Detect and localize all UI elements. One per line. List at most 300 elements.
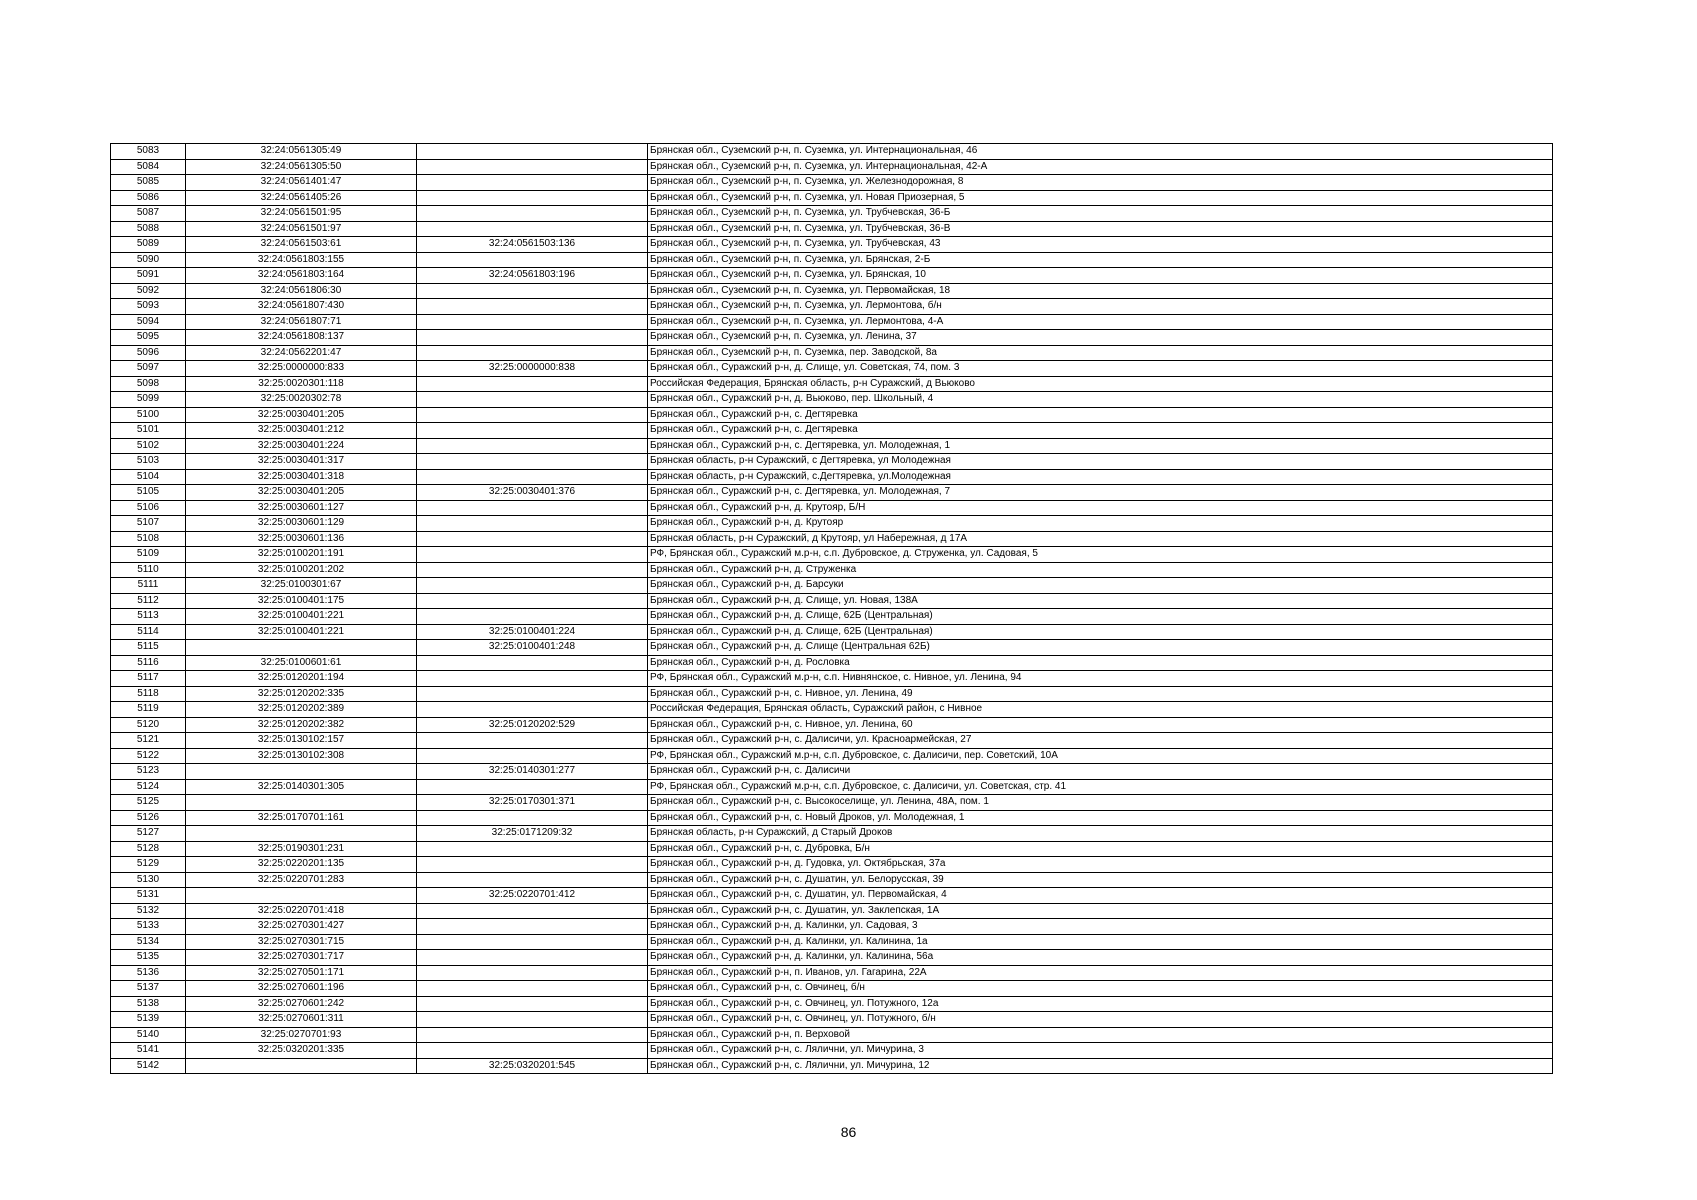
object-cadastral-number-cell — [417, 1043, 648, 1059]
address-cell: Брянская обл., Суражский р-н, с. Душатин, ул. Белорусская, 39 — [648, 872, 1553, 888]
address-cell: Брянская обл., Суражский р-н, п. Верховой — [648, 1027, 1553, 1043]
table-row — [111, 159, 1553, 175]
row-number-cell: 5135 — [111, 950, 186, 966]
table-row — [111, 733, 1553, 749]
cadastral-number-cell — [186, 764, 417, 780]
address-cell: Брянская обл., Суражский р-н, с. Овчинец, ул. Потужного, б/н — [648, 1012, 1553, 1028]
object-cadastral-number-cell: 32:25:0120202:529 — [417, 717, 648, 733]
table-row — [111, 1012, 1553, 1028]
address-cell: Брянская обл., Суражский р-н, д. Слище (Центральная 62Б) — [648, 640, 1553, 656]
address-cell: Брянская обл., Суражский р-н, с. Душатин, ул. Заклепская, 1А — [648, 903, 1553, 919]
address-cell: Брянская обл., Суражский р-н, д. Слище, 62Б (Центральная) — [648, 609, 1553, 625]
cadastral-number-cell: 32:25:0100401:221 — [186, 624, 417, 640]
table-row — [111, 702, 1553, 718]
row-number-cell: 5118 — [111, 686, 186, 702]
row-number-cell: 5091 — [111, 268, 186, 284]
table-row — [111, 516, 1553, 532]
object-cadastral-number-cell — [417, 516, 648, 532]
address-cell: Брянская обл., Суражский р-н, с. Лялични, ул. Мичурина, 3 — [648, 1043, 1553, 1059]
cadastral-number-cell: 32:24:0561503:61 — [186, 237, 417, 253]
object-cadastral-number-cell: 32:25:0100401:248 — [417, 640, 648, 656]
object-cadastral-number-cell — [417, 578, 648, 594]
table-row — [111, 531, 1553, 547]
cadastral-number-cell: 32:25:0220201:135 — [186, 857, 417, 873]
cadastral-number-cell: 32:25:0190301:231 — [186, 841, 417, 857]
cadastral-number-cell: 32:25:0130102:157 — [186, 733, 417, 749]
object-cadastral-number-cell — [417, 996, 648, 1012]
cadastral-number-cell: 32:25:0140301:305 — [186, 779, 417, 795]
table-row — [111, 407, 1553, 423]
cadastral-number-cell: 32:25:0100401:221 — [186, 609, 417, 625]
address-cell: Брянская обл., Суземский р-н, п. Суземка, пер. Заводской, 8а — [648, 345, 1553, 361]
row-number-cell: 5119 — [111, 702, 186, 718]
cadastral-number-cell — [186, 888, 417, 904]
address-cell: Брянская обл., Суражский р-н, с. Высокоселище, ул. Ленина, 48А, пом. 1 — [648, 795, 1553, 811]
table-row — [111, 950, 1553, 966]
cadastral-number-cell: 32:25:0270501:171 — [186, 965, 417, 981]
page-number: 86 — [840, 1124, 857, 1140]
object-cadastral-number-cell — [417, 841, 648, 857]
table-row — [111, 903, 1553, 919]
table-row — [111, 562, 1553, 578]
address-cell: Брянская обл., Суземский р-н, п. Суземка, ул. Трубчевская, 36-Б — [648, 206, 1553, 222]
table-row — [111, 1043, 1553, 1059]
table-row — [111, 888, 1553, 904]
row-number-cell: 5128 — [111, 841, 186, 857]
object-cadastral-number-cell — [417, 469, 648, 485]
row-number-cell: 5113 — [111, 609, 186, 625]
row-number-cell: 5084 — [111, 159, 186, 175]
address-cell: Брянская обл., Суражский р-н, д. Калинки, ул. Калинина, 56а — [648, 950, 1553, 966]
cadastral-number-cell: 32:24:0561405:26 — [186, 190, 417, 206]
table-row — [111, 392, 1553, 408]
table-row — [111, 857, 1553, 873]
address-cell: Российская Федерация, Брянская область, Суражский район, с Нивное — [648, 702, 1553, 718]
cadastral-number-cell: 32:25:0030401:224 — [186, 438, 417, 454]
object-cadastral-number-cell — [417, 903, 648, 919]
cadastral-number-cell: 32:25:0270601:242 — [186, 996, 417, 1012]
row-number-cell: 5123 — [111, 764, 186, 780]
table-row — [111, 919, 1553, 935]
row-number-cell: 5138 — [111, 996, 186, 1012]
row-number-cell: 5115 — [111, 640, 186, 656]
table-row — [111, 795, 1553, 811]
row-number-cell: 5104 — [111, 469, 186, 485]
cadastral-number-cell: 32:25:0320201:335 — [186, 1043, 417, 1059]
table-row — [111, 655, 1553, 671]
cadastral-number-cell: 32:25:0120201:194 — [186, 671, 417, 687]
row-number-cell: 5097 — [111, 361, 186, 377]
address-cell: Брянская обл., Суражский р-н, с. Дегтяревка — [648, 407, 1553, 423]
object-cadastral-number-cell — [417, 314, 648, 330]
address-cell: Брянская обл., Суражский р-н, д. Вьюково, пер. Школьный, 4 — [648, 392, 1553, 408]
table-row — [111, 299, 1553, 315]
object-cadastral-number-cell: 32:25:0030401:376 — [417, 485, 648, 501]
cadastral-number-cell: 32:25:0130102:308 — [186, 748, 417, 764]
table-row — [111, 175, 1553, 191]
row-number-cell: 5098 — [111, 376, 186, 392]
address-cell: Брянская обл., Суражский р-н, д. Слище, ул. Новая, 138А — [648, 593, 1553, 609]
address-cell: Брянская обл., Суражский р-н, с. Дегтяревка — [648, 423, 1553, 439]
row-number-cell: 5088 — [111, 221, 186, 237]
object-cadastral-number-cell — [417, 392, 648, 408]
table-row — [111, 438, 1553, 454]
table-row — [111, 640, 1553, 656]
table-row — [111, 609, 1553, 625]
row-number-cell: 5126 — [111, 810, 186, 826]
object-cadastral-number-cell — [417, 159, 648, 175]
row-number-cell: 5106 — [111, 500, 186, 516]
address-cell: Брянская обл., Суражский р-н, д. Гудовка, ул. Октябрьская, 37а — [648, 857, 1553, 873]
table-row — [111, 268, 1553, 284]
table-row — [111, 423, 1553, 439]
cadastral-number-cell — [186, 826, 417, 842]
row-number-cell: 5140 — [111, 1027, 186, 1043]
row-number-cell: 5122 — [111, 748, 186, 764]
row-number-cell: 5136 — [111, 965, 186, 981]
address-cell: Брянская обл., Суземский р-н, п. Суземка, ул. Ленина, 37 — [648, 330, 1553, 346]
cadastral-number-cell: 32:24:0562201:47 — [186, 345, 417, 361]
row-number-cell: 5120 — [111, 717, 186, 733]
address-cell: Брянская обл., Суражский р-н, с. Нивное, ул. Ленина, 49 — [648, 686, 1553, 702]
address-cell: Брянская область, р-н Суражский, д Крутояр, ул Набережная, д 17А — [648, 531, 1553, 547]
table-row — [111, 624, 1553, 640]
address-cell: Брянская обл., Суземский р-н, п. Суземка, ул. Новая Приозерная, 5 — [648, 190, 1553, 206]
address-cell: Брянская обл., Суземский р-н, п. Суземка, ул. Трубчевская, 43 — [648, 237, 1553, 253]
row-number-cell: 5101 — [111, 423, 186, 439]
row-number-cell: 5132 — [111, 903, 186, 919]
cadastral-number-cell: 32:25:0220701:283 — [186, 872, 417, 888]
cadastral-number-cell: 32:25:0030601:127 — [186, 500, 417, 516]
address-cell: Брянская обл., Суземский р-н, п. Суземка, ул. Железнодорожная, 8 — [648, 175, 1553, 191]
table-row — [111, 1027, 1553, 1043]
object-cadastral-number-cell: 32:25:0220701:412 — [417, 888, 648, 904]
table-row — [111, 376, 1553, 392]
object-cadastral-number-cell — [417, 330, 648, 346]
cadastral-number-cell — [186, 795, 417, 811]
address-cell: Брянская обл., Суражский р-н, с. Дубровка, Б/н — [648, 841, 1553, 857]
address-cell: Брянская обл., Суражский р-н, с. Овчинец, б/н — [648, 981, 1553, 997]
address-cell: Брянская обл., Суземский р-н, п. Суземка, ул. Интернациональная, 46 — [648, 144, 1553, 160]
row-number-cell: 5114 — [111, 624, 186, 640]
object-cadastral-number-cell — [417, 981, 648, 997]
address-cell: Брянская обл., Суражский р-н, с. Дегтяревка, ул. Молодежная, 7 — [648, 485, 1553, 501]
address-cell: Брянская область, р-н Суражский, д Старый Дроков — [648, 826, 1553, 842]
table-row — [111, 190, 1553, 206]
row-number-cell: 5092 — [111, 283, 186, 299]
object-cadastral-number-cell — [417, 175, 648, 191]
table-row — [111, 547, 1553, 563]
row-number-cell: 5108 — [111, 531, 186, 547]
object-cadastral-number-cell — [417, 919, 648, 935]
object-cadastral-number-cell — [417, 190, 648, 206]
object-cadastral-number-cell — [417, 562, 648, 578]
address-cell: Брянская обл., Суражский р-н, д. Калинки, ул. Садовая, 3 — [648, 919, 1553, 935]
object-cadastral-number-cell: 32:25:0171209:32 — [417, 826, 648, 842]
table-row — [111, 206, 1553, 222]
table-row — [111, 826, 1553, 842]
address-cell: Брянская обл., Суражский р-н, с. Новый Дроков, ул. Молодежная, 1 — [648, 810, 1553, 826]
cadastral-number-cell: 32:25:0030601:129 — [186, 516, 417, 532]
row-number-cell: 5137 — [111, 981, 186, 997]
row-number-cell: 5090 — [111, 252, 186, 268]
registry-table — [110, 143, 1553, 1074]
row-number-cell: 5110 — [111, 562, 186, 578]
object-cadastral-number-cell — [417, 779, 648, 795]
address-cell: Брянская обл., Суражский р-н, с. Далисичи, ул. Красноармейская, 27 — [648, 733, 1553, 749]
row-number-cell: 5087 — [111, 206, 186, 222]
object-cadastral-number-cell — [417, 593, 648, 609]
address-cell: Российская Федерация, Брянская область, р-н Суражский, д Вьюково — [648, 376, 1553, 392]
table-row — [111, 748, 1553, 764]
cadastral-number-cell: 32:24:0561305:49 — [186, 144, 417, 160]
row-number-cell: 5102 — [111, 438, 186, 454]
cadastral-number-cell: 32:24:0561501:97 — [186, 221, 417, 237]
row-number-cell: 5141 — [111, 1043, 186, 1059]
object-cadastral-number-cell — [417, 702, 648, 718]
address-cell: Брянская обл., Суражский р-н, с. Душатин, ул. Первомайская, 4 — [648, 888, 1553, 904]
row-number-cell: 5103 — [111, 454, 186, 470]
object-cadastral-number-cell — [417, 407, 648, 423]
address-cell: Брянская обл., Суземский р-н, п. Суземка, ул. Лермонтова, б/н — [648, 299, 1553, 315]
address-cell: Брянская обл., Суражский р-н, с. Дегтяревка, ул. Молодежная, 1 — [648, 438, 1553, 454]
address-cell: Брянская обл., Суражский р-н, д. Струженка — [648, 562, 1553, 578]
object-cadastral-number-cell — [417, 934, 648, 950]
object-cadastral-number-cell: 32:25:0170301:371 — [417, 795, 648, 811]
address-cell: Брянская обл., Суражский р-н, с. Нивное, ул. Ленина, 60 — [648, 717, 1553, 733]
object-cadastral-number-cell — [417, 144, 648, 160]
object-cadastral-number-cell — [417, 221, 648, 237]
object-cadastral-number-cell: 32:24:0561803:196 — [417, 268, 648, 284]
table-row — [111, 578, 1553, 594]
address-cell: Брянская обл., Суражский р-н, д. Слище, ул. Советская, 74, пом. 3 — [648, 361, 1553, 377]
cadastral-number-cell: 32:24:0561803:164 — [186, 268, 417, 284]
cadastral-number-cell: 32:25:0270301:427 — [186, 919, 417, 935]
cadastral-number-cell: 32:25:0270601:196 — [186, 981, 417, 997]
cadastral-number-cell: 32:25:0030401:317 — [186, 454, 417, 470]
cadastral-number-cell: 32:25:0100301:67 — [186, 578, 417, 594]
address-cell: РФ, Брянская обл., Суражский м.р-н, с.п. Дубровское, с. Далисичи, пер. Советский, 10А — [648, 748, 1553, 764]
table-row — [111, 764, 1553, 780]
cadastral-number-cell: 32:25:0270601:311 — [186, 1012, 417, 1028]
row-number-cell: 5117 — [111, 671, 186, 687]
row-number-cell: 5130 — [111, 872, 186, 888]
object-cadastral-number-cell — [417, 454, 648, 470]
table-row — [111, 221, 1553, 237]
cadastral-number-cell: 32:25:0120202:335 — [186, 686, 417, 702]
address-cell: Брянская обл., Суземский р-н, п. Суземка, ул. Лермонтова, 4-А — [648, 314, 1553, 330]
row-number-cell: 5109 — [111, 547, 186, 563]
cadastral-number-cell: 32:25:0030401:318 — [186, 469, 417, 485]
address-cell: Брянская обл., Суражский р-н, с. Лялични, ул. Мичурина, 12 — [648, 1058, 1553, 1074]
row-number-cell: 5083 — [111, 144, 186, 160]
cadastral-number-cell: 32:25:0100201:191 — [186, 547, 417, 563]
row-number-cell: 5139 — [111, 1012, 186, 1028]
row-number-cell: 5116 — [111, 655, 186, 671]
cadastral-number-cell: 32:25:0030401:205 — [186, 407, 417, 423]
address-cell: Брянская область, р-н Суражский, с.Дегтяревка, ул.Молодежная — [648, 469, 1553, 485]
object-cadastral-number-cell — [417, 950, 648, 966]
table-row — [111, 283, 1553, 299]
object-cadastral-number-cell — [417, 872, 648, 888]
row-number-cell: 5111 — [111, 578, 186, 594]
cadastral-number-cell — [186, 1058, 417, 1074]
table-row — [111, 252, 1553, 268]
row-number-cell: 5093 — [111, 299, 186, 315]
table-row — [111, 841, 1553, 857]
object-cadastral-number-cell: 32:25:0000000:838 — [417, 361, 648, 377]
address-cell: Брянская обл., Суражский р-н, с. Овчинец, ул. Потужного, 12а — [648, 996, 1553, 1012]
row-number-cell: 5096 — [111, 345, 186, 361]
object-cadastral-number-cell — [417, 423, 648, 439]
registry-table-body — [111, 144, 1553, 1074]
registry-sheet — [110, 143, 1553, 1074]
table-row — [111, 981, 1553, 997]
cadastral-number-cell: 32:25:0020301:118 — [186, 376, 417, 392]
cadastral-number-cell: 32:25:0000000:833 — [186, 361, 417, 377]
object-cadastral-number-cell — [417, 810, 648, 826]
cadastral-number-cell — [186, 640, 417, 656]
object-cadastral-number-cell — [417, 299, 648, 315]
cadastral-number-cell: 32:25:0270301:717 — [186, 950, 417, 966]
object-cadastral-number-cell — [417, 609, 648, 625]
address-cell: Брянская обл., Суражский р-н, п. Иванов, ул. Гагарина, 22А — [648, 965, 1553, 981]
table-row — [111, 965, 1553, 981]
row-number-cell: 5127 — [111, 826, 186, 842]
row-number-cell: 5100 — [111, 407, 186, 423]
row-number-cell: 5133 — [111, 919, 186, 935]
object-cadastral-number-cell — [417, 671, 648, 687]
object-cadastral-number-cell — [417, 1027, 648, 1043]
object-cadastral-number-cell — [417, 655, 648, 671]
object-cadastral-number-cell — [417, 531, 648, 547]
address-cell: Брянская обл., Суражский р-н, д. Барсуки — [648, 578, 1553, 594]
address-cell: Брянская обл., Суземский р-н, п. Суземка, ул. Брянская, 2-Б — [648, 252, 1553, 268]
object-cadastral-number-cell — [417, 500, 648, 516]
address-cell: Брянская обл., Суземский р-н, п. Суземка, ул. Брянская, 10 — [648, 268, 1553, 284]
row-number-cell: 5095 — [111, 330, 186, 346]
cadastral-number-cell: 32:25:0170701:161 — [186, 810, 417, 826]
table-row — [111, 485, 1553, 501]
row-number-cell: 5085 — [111, 175, 186, 191]
cadastral-number-cell: 32:24:0561305:50 — [186, 159, 417, 175]
address-cell: Брянская обл., Суземский р-н, п. Суземка, ул. Интернациональная, 42-А — [648, 159, 1553, 175]
table-row — [111, 469, 1553, 485]
table-row — [111, 314, 1553, 330]
address-cell: Брянская обл., Суражский р-н, д. Рословка — [648, 655, 1553, 671]
address-cell: Брянская обл., Суражский р-н, с. Далисичи — [648, 764, 1553, 780]
object-cadastral-number-cell — [417, 733, 648, 749]
row-number-cell: 5099 — [111, 392, 186, 408]
table-row — [111, 500, 1553, 516]
row-number-cell: 5131 — [111, 888, 186, 904]
object-cadastral-number-cell — [417, 283, 648, 299]
address-cell: Брянская область, р-н Суражский, с Дегтяревка, ул Молодежная — [648, 454, 1553, 470]
address-cell: Брянская обл., Суземский р-н, п. Суземка, ул. Трубчевская, 36-В — [648, 221, 1553, 237]
table-row — [111, 872, 1553, 888]
row-number-cell: 5124 — [111, 779, 186, 795]
address-cell: Брянская обл., Суземский р-н, п. Суземка, ул. Первомайская, 18 — [648, 283, 1553, 299]
address-cell: Брянская обл., Суражский р-н, д. Крутояр — [648, 516, 1553, 532]
row-number-cell: 5125 — [111, 795, 186, 811]
row-number-cell: 5121 — [111, 733, 186, 749]
object-cadastral-number-cell — [417, 857, 648, 873]
row-number-cell: 5134 — [111, 934, 186, 950]
table-row — [111, 810, 1553, 826]
object-cadastral-number-cell — [417, 686, 648, 702]
address-cell: РФ, Брянская обл., Суражский м.р-н, с.п. Дубровское, д. Струженка, ул. Садовая, 5 — [648, 547, 1553, 563]
cadastral-number-cell: 32:24:0561807:430 — [186, 299, 417, 315]
table-row — [111, 454, 1553, 470]
table-row — [111, 1058, 1553, 1074]
table-row — [111, 686, 1553, 702]
row-number-cell: 5086 — [111, 190, 186, 206]
cadastral-number-cell: 32:24:0561807:71 — [186, 314, 417, 330]
object-cadastral-number-cell — [417, 252, 648, 268]
row-number-cell: 5112 — [111, 593, 186, 609]
address-cell: Брянская обл., Суражский р-н, д. Слище, 62Б (Центральная) — [648, 624, 1553, 640]
object-cadastral-number-cell: 32:25:0100401:224 — [417, 624, 648, 640]
table-row — [111, 237, 1553, 253]
object-cadastral-number-cell — [417, 376, 648, 392]
cadastral-number-cell: 32:25:0100601:61 — [186, 655, 417, 671]
cadastral-number-cell: 32:24:0561803:155 — [186, 252, 417, 268]
table-row — [111, 779, 1553, 795]
cadastral-number-cell: 32:25:0220701:418 — [186, 903, 417, 919]
cadastral-number-cell: 32:25:0020302:78 — [186, 392, 417, 408]
table-row — [111, 330, 1553, 346]
address-cell: Брянская обл., Суражский р-н, д. Крутояр, Б/Н — [648, 500, 1553, 516]
table-row — [111, 144, 1553, 160]
cadastral-number-cell: 32:24:0561806:30 — [186, 283, 417, 299]
cadastral-number-cell: 32:24:0561808:137 — [186, 330, 417, 346]
cadastral-number-cell: 32:25:0030401:212 — [186, 423, 417, 439]
cadastral-number-cell: 32:25:0030401:205 — [186, 485, 417, 501]
cadastral-number-cell: 32:24:0561501:95 — [186, 206, 417, 222]
table-row — [111, 361, 1553, 377]
table-row — [111, 593, 1553, 609]
object-cadastral-number-cell — [417, 965, 648, 981]
table-row — [111, 934, 1553, 950]
cadastral-number-cell: 32:25:0270701:93 — [186, 1027, 417, 1043]
object-cadastral-number-cell — [417, 1012, 648, 1028]
cadastral-number-cell: 32:25:0120202:389 — [186, 702, 417, 718]
object-cadastral-number-cell — [417, 748, 648, 764]
row-number-cell: 5129 — [111, 857, 186, 873]
row-number-cell: 5094 — [111, 314, 186, 330]
object-cadastral-number-cell — [417, 547, 648, 563]
row-number-cell: 5089 — [111, 237, 186, 253]
cadastral-number-cell: 32:25:0030601:136 — [186, 531, 417, 547]
object-cadastral-number-cell — [417, 206, 648, 222]
table-row — [111, 996, 1553, 1012]
row-number-cell: 5105 — [111, 485, 186, 501]
object-cadastral-number-cell: 32:25:0140301:277 — [417, 764, 648, 780]
cadastral-number-cell: 32:25:0100401:175 — [186, 593, 417, 609]
address-cell: РФ, Брянская обл., Суражский м.р-н, с.п. Нивнянское, с. Нивное, ул. Ленина, 94 — [648, 671, 1553, 687]
row-number-cell: 5107 — [111, 516, 186, 532]
address-cell: РФ, Брянская обл., Суражский м.р-н, с.п. Дубровское, с. Далисичи, ул. Советская, стр. 41 — [648, 779, 1553, 795]
object-cadastral-number-cell — [417, 438, 648, 454]
table-row — [111, 717, 1553, 733]
cadastral-number-cell: 32:25:0120202:382 — [186, 717, 417, 733]
row-number-cell: 5142 — [111, 1058, 186, 1074]
table-row — [111, 345, 1553, 361]
object-cadastral-number-cell: 32:25:0320201:545 — [417, 1058, 648, 1074]
cadastral-number-cell: 32:25:0270301:715 — [186, 934, 417, 950]
cadastral-number-cell: 32:24:0561401:47 — [186, 175, 417, 191]
object-cadastral-number-cell: 32:24:0561503:136 — [417, 237, 648, 253]
